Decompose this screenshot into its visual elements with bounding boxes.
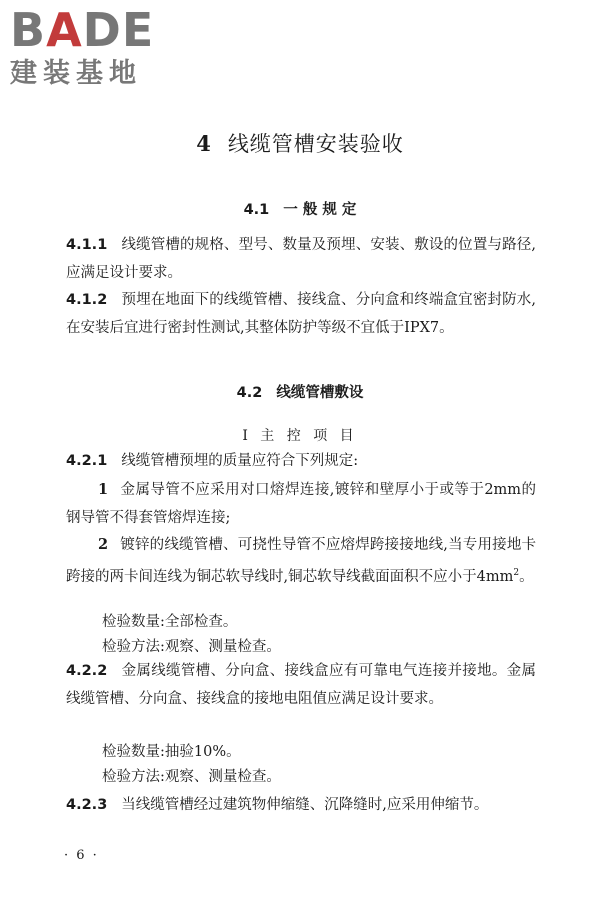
clause-4-2-1-method: 检验方法:观察、测量检查。 <box>102 639 281 655</box>
page-number: · 6 · <box>64 848 99 863</box>
subsection-main-items: Ⅰ 主 控 项 目 <box>242 428 358 444</box>
clause-4-2-3: 4.2.3 当线缆管槽经过建筑物伸缩缝、沉降缝时,应采用伸缩节。 <box>66 797 489 813</box>
clause-4-2-1-quantity: 检验数量:全部检查。 <box>102 614 238 630</box>
bade-logo <box>10 4 154 90</box>
section-title-4-1: 4.1 一 般 规 定 <box>243 202 357 218</box>
logo-subtitle: 建装基地 <box>10 58 142 89</box>
clause-4-1-1: 4.1.1 线缆管槽的规格、型号、数量及预埋、安装、敷设的位置与路径,应满足设计要求。 <box>66 237 536 281</box>
chapter-title: 4 线缆管槽安装验收 <box>196 131 404 156</box>
section-title-4-2: 4.2 线缆管槽敷设 <box>236 385 364 401</box>
clause-4-2-1-item-1: 1 金属导管不应采用对口熔焊连接,镀锌和壁厚小于或等于2mm的钢导管不得套管熔焊连接; <box>66 481 536 526</box>
logo-wordmark: BADE <box>10 3 155 57</box>
clause-4-2-2-quantity: 检验数量:抽验10%。 <box>102 744 241 760</box>
clause-4-2-1-item-2: 2 镀锌的线缆管槽、可挠性导管不应熔焊跨接接地线,当专用接地卡跨接的两卡间连线为铜芯软导线时,铜芯软导线截面面积不应小于$4mm^2$。 <box>66 536 536 585</box>
clause-4-2-2-method: 检验方法:观察、测量检查。 <box>102 769 281 785</box>
clause-4-2-2: 4.2.2 金属线缆管槽、分向盒、接线盒应有可靠电气连接并接地。金属线缆管槽、分向盒、接线盒的接地电阻值应满足设计要求。 <box>66 663 536 707</box>
clause-4-2-1: 4.2.1 线缆管槽预埋的质量应符合下列规定: <box>66 453 359 469</box>
clause-4-1-2: 4.1.2 预埋在地面下的线缆管槽、接线盒、分向盒和终端盒宜密封防水,在安装后宜进行密封性测试,其整体防护等级不宜低于IPX7。 <box>66 292 536 336</box>
